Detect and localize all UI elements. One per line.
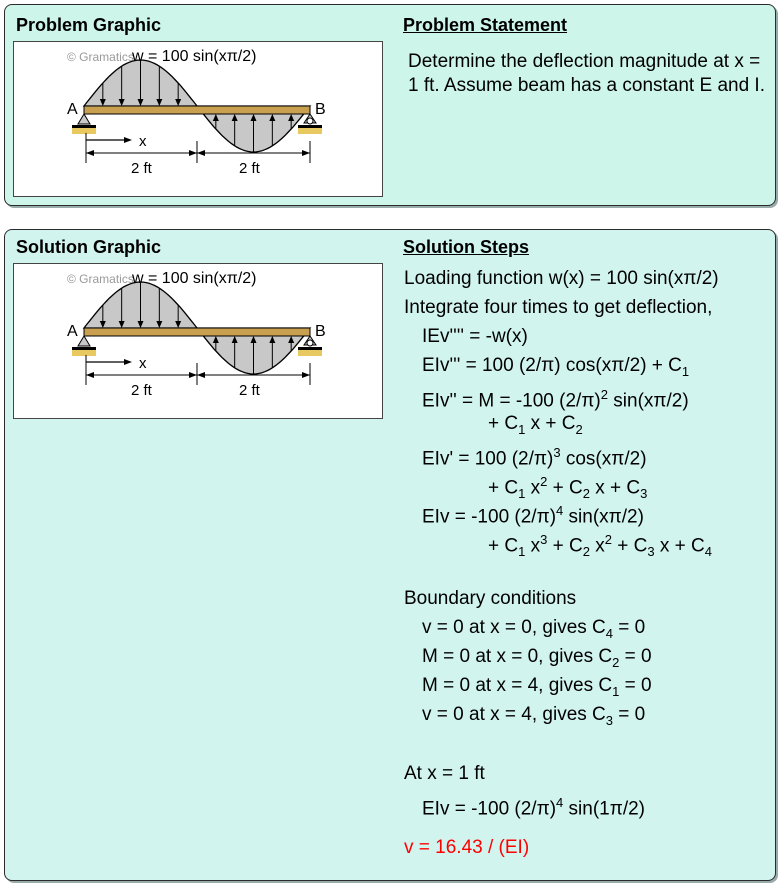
problem-beam-figure [13, 41, 383, 197]
load-label: w = 100 sin(xπ/2) [132, 48, 257, 65]
x-arrow [86, 133, 132, 163]
solution-steps [404, 264, 774, 862]
bc-2: M = 0 at x = 0, gives $C_2 = 0$ [422, 646, 652, 670]
bc-title: Boundary conditions [404, 588, 577, 609]
solution-panel [4, 229, 776, 881]
solution-beam-figure [13, 263, 383, 419]
bc-1: v = 0 at x = 0, gives $C_4 = 0$ [422, 617, 646, 641]
x-label: x [139, 133, 147, 150]
step-eq4-cont: + $C_1$ $x^2 + C_2$ $x + C_3$ [488, 474, 648, 502]
step-eq3: EIv'' = M = -100 $(2/\pi)^2$ sin(xπ/2) [422, 387, 689, 412]
dim-right-label: 2 ft [239, 160, 260, 177]
label-b: B [315, 323, 326, 340]
step-eq1: IEv'''' = -w(x) [422, 326, 528, 347]
dimension-lines [86, 141, 310, 163]
label-a: A [67, 323, 78, 340]
at-title: At x = 1 ft [404, 763, 485, 784]
label-b: B [315, 101, 326, 118]
watermark: © Gramatics [67, 50, 134, 64]
solution-graphic-title: Solution Graphic [16, 237, 162, 257]
step-eq4: EIv' = 100 $(2/\pi)^3$ cos(xπ/2) [422, 445, 647, 470]
x-label: x [139, 355, 147, 372]
beam [84, 328, 310, 336]
at-eq: EIv = -100 $(2/\pi)^4$ sin(1π/2) [422, 795, 646, 820]
problem-statement-title: Problem Statement [403, 15, 568, 35]
label-a: A [67, 101, 78, 118]
step-eq5: EIv = -100 $(2/\pi)^4$ sin(xπ/2) [422, 503, 644, 528]
step-eq2: EIv''' = 100 (2/π) $\cos(x\pi/2) + C_1$ [422, 355, 690, 379]
step-eq3-cont: + $C_1$ $x + C_2$ [488, 413, 583, 437]
step-loading: Loading function w(x) = 100 sin(xπ/2) [404, 268, 719, 289]
dimension-lines [86, 363, 310, 385]
solution-steps-title: Solution Steps [403, 237, 529, 257]
beam [84, 106, 310, 114]
problem-graphic-title: Problem Graphic [16, 15, 162, 35]
beam-diagram [14, 264, 382, 418]
watermark: © Gramatics [67, 272, 134, 286]
step-integrate: Integrate four times to get deflection, [404, 297, 713, 318]
beam-diagram [14, 42, 382, 196]
load-label: w = 100 sin(xπ/2) [132, 270, 257, 287]
dim-left-label: 2 ft [131, 160, 152, 177]
bc-3: M = 0 at x = 4, gives $C_1 = 0$ [422, 675, 652, 699]
dim-right-label: 2 ft [239, 382, 260, 399]
step-eq5-cont: + $C_1$ $x^3 + C_2$ $x^2 + C_3$ $x + C_4$ [488, 532, 712, 560]
problem-panel [4, 4, 776, 206]
dim-left-label: 2 ft [131, 382, 152, 399]
bc-4: v = 0 at x = 4, gives $C_3 = 0$ [422, 704, 646, 728]
x-arrow [86, 355, 132, 385]
problem-statement-text: Determine the deflection magnitude at x = 1 ft. Assume beam has a constant E and I. [408, 51, 765, 96]
answer: v = 16.43 / (EI) [404, 837, 530, 858]
